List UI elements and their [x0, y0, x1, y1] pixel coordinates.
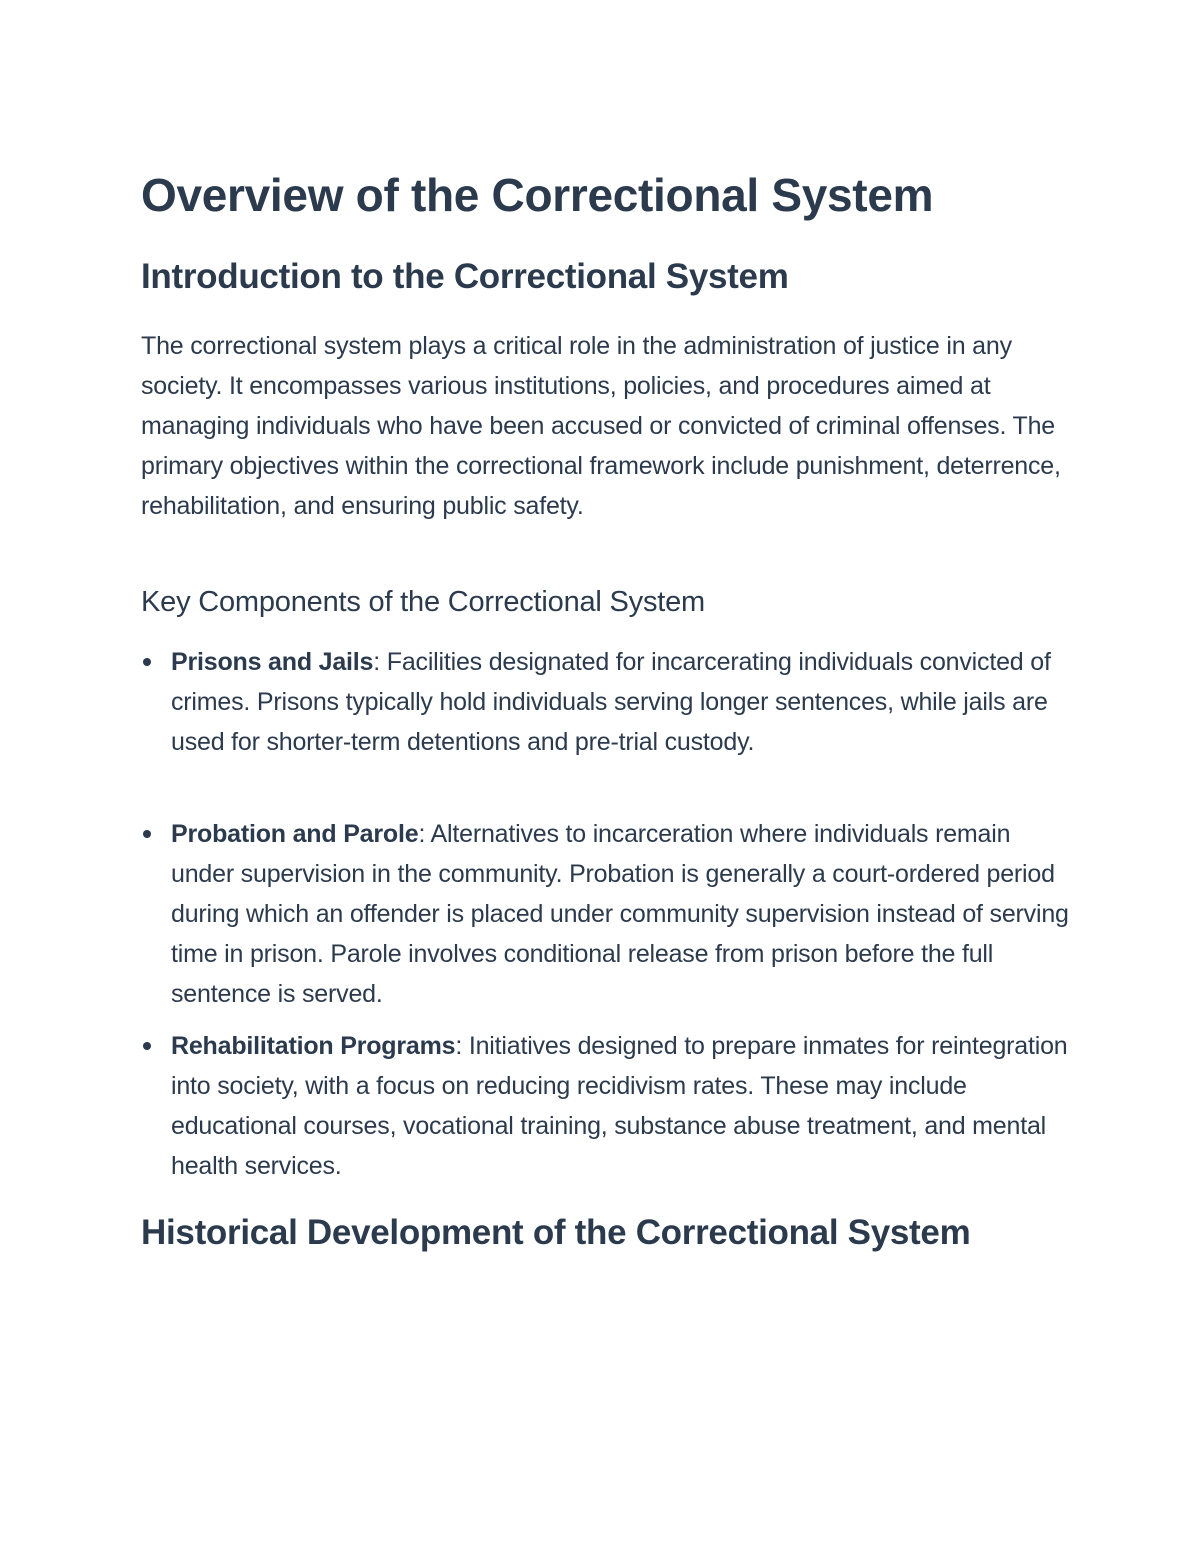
bullet-icon: [143, 830, 151, 838]
list-item-term: Rehabilitation Programs: [171, 1032, 456, 1060]
bullet-icon: [143, 658, 151, 666]
list-item: [141, 814, 1071, 1014]
list-item-text: [171, 814, 1071, 1014]
list-item: [141, 1026, 1071, 1186]
list-item-description: : Alternatives to incarceration where individuals remain under supervision in the community. Probation is generally a court-ordered period during which an offender is placed under community supervision instead of serving time in prison. Parole involves conditional release from prison before the full sentence is served.: [171, 820, 1069, 1008]
intro-paragraph: The correctional system plays a critical role in the administration of justice in any society. It encompasses various institutions, policies, and procedures aimed at managing individuals who have been accused or convicted of criminal offenses. The primary objectives within the correctional framework include punishment, deterrence, rehabilitation, and ensuring public safety.: [141, 332, 1061, 520]
document-title: Overview of the Correctional System: [141, 169, 934, 221]
list-item-text: [171, 642, 1071, 762]
list-item-term: Probation and Parole: [171, 820, 419, 848]
list-item-term: Prisons and Jails: [171, 648, 374, 676]
history-heading: Historical Development of the Correctional System: [141, 1213, 971, 1252]
list-item: [141, 642, 1071, 762]
list-item-text: [171, 1026, 1071, 1186]
list-item-description: : Initiatives designed to prepare inmates for reintegration into society, with a focus on reducing recidivism rates. These may include educational courses, vocational training, substance abuse treatment, and mental health services.: [171, 1032, 1068, 1180]
components-heading: Key Components of the Correctional System: [141, 586, 706, 618]
intro-heading: Introduction to the Correctional System: [141, 257, 789, 296]
bullet-icon: [143, 1042, 151, 1050]
list-item-description: : Facilities designated for incarcerating individuals convicted of crimes. Prisons typically hold individuals serving longer sentences, while jails are used for shorter-term detentions and pre-trial custody.: [171, 648, 1051, 756]
